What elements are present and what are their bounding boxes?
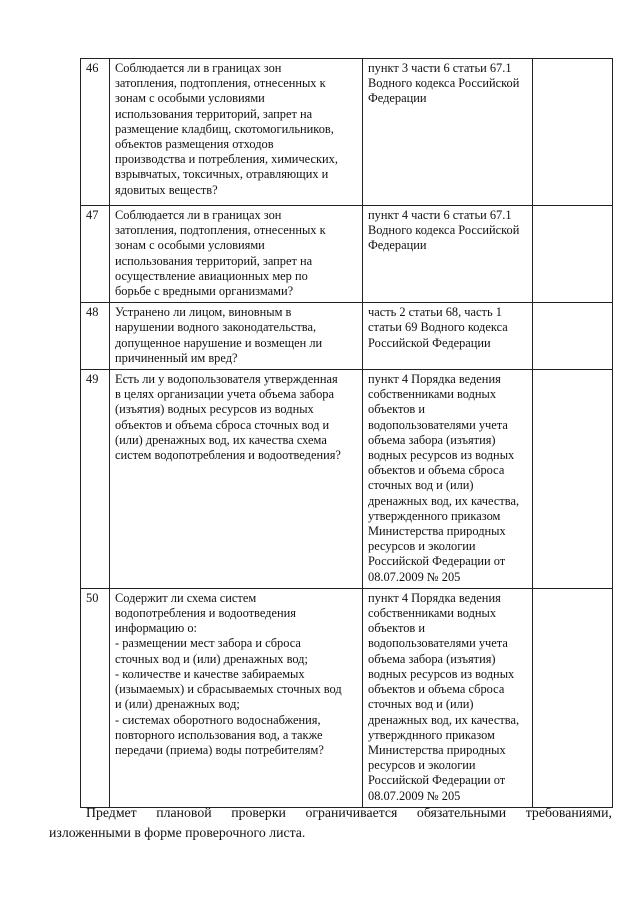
legal-basis-text: пункт 4 Порядка ведения собственниками водных объектов и водопользователями учета объема забора (изъятия) водных ресурсов из водных объектов и объема сброса сточных вод и (или) дренажных вод, их качества, утвержднного приказом Министерства природных ресурсов и экологии Российской Федерации от 08.07.2009 № 205 (368, 590, 520, 803)
row-number-cell (81, 59, 110, 206)
row-number: 46 (86, 61, 99, 75)
row-number-cell (81, 206, 110, 303)
legal-basis-text: пункт 4 части 6 статьи 67.1 Водного кодекса Российской Федерации (368, 208, 520, 253)
question-text: Устранено ли лицом, виновным в нарушении водного законодательства, допущенное нарушение и возмещен ли причиненный им вред? (115, 305, 323, 365)
answer-cell (533, 206, 613, 303)
question-text: Содержит ли схема систем водопотребления и водоотведения информацию о: - размещении мест забора и сброса сточных вод и (или) дренажных вод; - количестве и качестве забираемых (изымаемых) и сбрасываемых сточных вод и (или) дренажных вод; - системах оборотного водоснабжения, повторного использования вод, а также передачи (приема) воды потребителям? (115, 590, 342, 757)
row-number: 49 (86, 372, 99, 387)
answer-cell (533, 588, 613, 807)
legal-basis-cell (363, 59, 533, 206)
legal-basis-text: пункт 3 части 6 статьи 67.1 Водного кодекса Российской Федерации (368, 61, 520, 106)
row-number-cell (81, 303, 110, 370)
row-number: 47 (86, 208, 99, 222)
legal-basis-text: часть 2 статьи 68, часть 1 статьи 69 Водного кодекса Российской Федерации (368, 305, 508, 350)
answer-cell (533, 59, 613, 206)
legal-basis-cell (363, 588, 533, 807)
row-number: 50 (86, 590, 99, 605)
table-row (81, 370, 613, 589)
conclusion-paragraph: Предмет плановой проверки ограничивается обязательными требованиями, изложенными в форме проверочного листа. (49, 805, 612, 840)
question-cell (110, 303, 363, 370)
table-row (81, 303, 613, 370)
table-row (81, 588, 613, 807)
row-number-cell (81, 370, 110, 589)
legal-basis-cell (363, 206, 533, 303)
legal-basis-text: пункт 4 Порядка ведения собственниками водных объектов и водопользователями учета объема забора (изъятия) водных ресурсов из водных объектов и объема сброса сточных вод и (или) дренажных вод, их качества, утвержденного приказом Министерства природных ресурсов и экологии Российской Федерации от 08.07.2009 № 205 (368, 372, 520, 584)
question-text: Есть ли у водопользователя утвержденная в целях организации учета объема забора (изъятия) водных ресурсов из водных объектов и объема сброса сточных вод и (или) дренажных вод, их качества схема систем водопотребления и водоотведения? (115, 372, 341, 463)
question-text: Соблюдается ли в границах зон затопления, подтопления, отнесенных к зонам с особыми условиями использования территорий, запрет на осуществление авиационных мер по борьбе с вредными организмами? (115, 208, 326, 299)
question-cell (110, 370, 363, 589)
table-row (81, 59, 613, 206)
row-number-cell (81, 588, 110, 807)
row-number: 48 (86, 305, 99, 320)
table-row (81, 206, 613, 303)
question-cell (110, 588, 363, 807)
answer-cell (533, 370, 613, 589)
answer-cell (533, 303, 613, 370)
legal-basis-cell (363, 370, 533, 589)
question-cell (110, 59, 363, 206)
question-cell (110, 206, 363, 303)
checklist-table (80, 58, 613, 808)
question-text: Соблюдается ли в границах зон затопления, подтопления, отнесенных к зонам с особыми условиями использования территорий, запрет на размещение кладбищ, скотомогильников, объектов размещения отходов производства и потребления, химических, взрывчатых, токсичных, отравляющих и ядовитых веществ? (115, 61, 338, 197)
legal-basis-cell (363, 303, 533, 370)
